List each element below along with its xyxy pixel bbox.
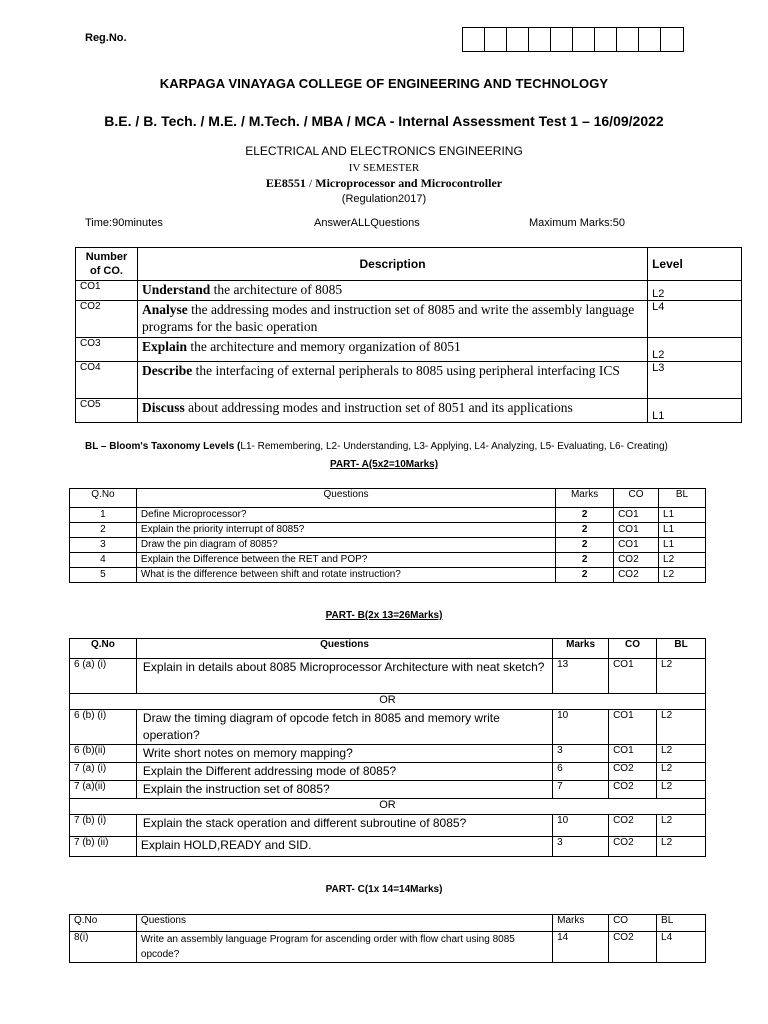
question-bl: L2 (657, 837, 706, 857)
col-header-co-number: Number of CO. (76, 248, 138, 281)
regulation: (Regulation2017) (341, 193, 427, 205)
co-verb: Understand (141, 282, 211, 297)
question-number: 6 (b)(ii) (70, 745, 137, 763)
subject-code: EE8551 (265, 176, 306, 190)
question-bl: L1 (659, 538, 706, 553)
part-b-title: PART- B(2x 13=26Marks) (325, 610, 443, 621)
question-text: Explain the Different addressing mode of 8085? (136, 763, 552, 781)
question-number: 6 (b) (i) (70, 710, 137, 745)
reg-no-box (573, 28, 595, 51)
question-number: 7 (a)(ii) (70, 781, 137, 799)
question-marks: 3 (553, 837, 609, 857)
bl-note-text: L1- Remembering, L2- Understanding, L3- Applying, L4- Analyzing, L5- Evaluating, L6- Creating) (240, 441, 668, 452)
question-co: CO2 (609, 763, 657, 781)
part-b-table (69, 638, 706, 857)
co-number: CO1 (76, 281, 138, 301)
question-bl: L1 (659, 508, 706, 523)
question-number: 1 (70, 508, 137, 523)
table-header-row (70, 639, 706, 659)
course-title: B.E. / B. Tech. / M.E. / M.Tech. / MBA / MCA - Internal Assessment Test 1 – 16/09/2022 (104, 113, 664, 129)
question-co: CO1 (614, 508, 659, 523)
question-text: Draw the pin diagram of 8085? (136, 538, 555, 553)
question-marks: 2 (556, 538, 614, 553)
question-text: Explain HOLD,READY and SID. (136, 837, 552, 857)
col-header-co: CO (609, 639, 657, 659)
question-number: 5 (70, 568, 137, 583)
co-text: the interfacing of external peripherals to 8085 using peripheral interfacing ICS (192, 363, 620, 378)
reg-no-box (639, 28, 661, 51)
question-number: 7 (b) (i) (70, 815, 137, 837)
question-bl: L1 (659, 523, 706, 538)
col-header-marks: Marks (553, 915, 609, 932)
question-marks: 7 (553, 781, 609, 799)
or-separator: OR (70, 694, 706, 710)
question-marks: 2 (556, 523, 614, 538)
co-text: the architecture of 8085 (210, 282, 343, 297)
reg-no-boxes (462, 27, 684, 52)
question-co: CO1 (614, 538, 659, 553)
co-description (137, 301, 647, 338)
question-text: Explain the priority interrupt of 8085? (136, 523, 555, 538)
part-a-table (69, 488, 706, 583)
table-header-row (76, 248, 742, 281)
table-row (76, 399, 742, 423)
col-header-bl: BL (657, 915, 706, 932)
question-bl: L2 (659, 568, 706, 583)
question-co: CO1 (609, 710, 657, 745)
co-level: L2 (648, 281, 742, 301)
table-row (76, 301, 742, 338)
co-verb: Discuss (141, 400, 185, 415)
question-bl: L2 (657, 710, 706, 745)
question-number: 8(i) (70, 932, 137, 963)
bl-note-bold: BL – Bloom's Taxonomy Levels ( (85, 441, 241, 452)
question-co: CO2 (609, 837, 657, 857)
question-text: Draw the timing diagram of opcode fetch in 8085 and memory write operation? (136, 710, 552, 745)
table-row (70, 932, 706, 963)
col-header-bl: BL (659, 489, 706, 508)
question-text: Explain the Difference between the RET and POP? (136, 553, 555, 568)
question-bl: L2 (657, 763, 706, 781)
question-marks: 2 (556, 568, 614, 583)
co-description (137, 281, 647, 301)
table-row (70, 553, 706, 568)
blooms-taxonomy-note (85, 441, 668, 452)
table-row (70, 745, 706, 763)
question-bl: L2 (657, 781, 706, 799)
question-text: Define Microprocessor? (136, 508, 555, 523)
col-header-description: Description (137, 248, 647, 281)
co-level: L3 (648, 362, 742, 399)
question-marks: 13 (553, 659, 609, 694)
table-row (76, 362, 742, 399)
reg-no-label: Reg.No. (85, 32, 127, 44)
co-description (137, 399, 647, 423)
col-header-questions: Questions (136, 639, 552, 659)
part-c-table (69, 914, 706, 963)
table-row (70, 837, 706, 857)
time-allowed: Time:90minutes (85, 217, 163, 229)
part-c-title: PART- C(1x 14=14Marks) (325, 884, 443, 895)
co-number: CO2 (76, 301, 138, 338)
co-description (137, 338, 647, 362)
table-row (70, 815, 706, 837)
question-co: CO2 (614, 553, 659, 568)
col-header-co: CO (614, 489, 659, 508)
table-header-row (70, 489, 706, 508)
subject (0, 176, 768, 191)
question-number: 6 (a) (i) (70, 659, 137, 694)
question-co: CO2 (609, 815, 657, 837)
reg-no-box (661, 28, 683, 51)
table-row (76, 338, 742, 362)
co-level: L4 (648, 301, 742, 338)
question-marks: 2 (556, 553, 614, 568)
table-row (70, 568, 706, 583)
col-header-marks: Marks (556, 489, 614, 508)
reg-no-box (507, 28, 529, 51)
table-row (70, 781, 706, 799)
col-header-qno: Q.No (70, 489, 137, 508)
question-marks: 3 (553, 745, 609, 763)
department: ELECTRICAL AND ELECTRONICS ENGINEERING (245, 144, 523, 158)
col-header-questions: Questions (136, 915, 552, 932)
col-header-questions: Questions (136, 489, 555, 508)
course-outcomes-table (75, 247, 742, 423)
table-row (70, 659, 706, 694)
part-a-title: PART- A(5x2=10Marks) (329, 459, 439, 470)
co-level: L2 (648, 338, 742, 362)
co-description (137, 362, 647, 399)
question-number: 7 (a) (i) (70, 763, 137, 781)
question-marks: 6 (553, 763, 609, 781)
instructions: AnswerALLQuestions (314, 217, 420, 229)
col-header-marks: Marks (553, 639, 609, 659)
reg-no-box (595, 28, 617, 51)
question-co: CO2 (609, 781, 657, 799)
question-bl: L4 (657, 932, 706, 963)
question-text: Write an assembly language Program for ascending order with flow chart using 8085 opcode? (136, 932, 552, 963)
co-number: CO4 (76, 362, 138, 399)
co-level: L1 (648, 399, 742, 423)
table-row (70, 538, 706, 553)
table-row (70, 523, 706, 538)
question-co: CO2 (614, 568, 659, 583)
question-co: CO1 (614, 523, 659, 538)
question-number: 4 (70, 553, 137, 568)
question-text: Write short notes on memory mapping? (136, 745, 552, 763)
question-bl: L2 (657, 659, 706, 694)
co-number: CO5 (76, 399, 138, 423)
col-header-qno: Q.No (70, 639, 137, 659)
question-number: 2 (70, 523, 137, 538)
question-bl: L2 (657, 815, 706, 837)
question-bl: L2 (657, 745, 706, 763)
col-header-level: Level (648, 248, 742, 281)
reg-no-box (529, 28, 551, 51)
question-number: 7 (b) (ii) (70, 837, 137, 857)
table-header-row (70, 915, 706, 932)
reg-no-box (463, 28, 485, 51)
co-text: the addressing modes and instruction set of 8085 and write the assembly language programs for the basic operation (141, 302, 635, 334)
subject-name: Microprocessor and Microcontroller (315, 176, 503, 190)
question-marks: 10 (553, 710, 609, 745)
col-header-bl: BL (657, 639, 706, 659)
question-number: 3 (70, 538, 137, 553)
question-text: Explain in details about 8085 Microprocessor Architecture with neat sketch? (136, 659, 552, 694)
reg-no-box (551, 28, 573, 51)
co-text: the architecture and memory organization of 8051 (187, 339, 461, 354)
question-text: Explain the stack operation and different subroutine of 8085? (136, 815, 552, 837)
question-marks: 2 (556, 508, 614, 523)
or-row (70, 799, 706, 815)
co-number: CO3 (76, 338, 138, 362)
question-text: What is the difference between shift and rotate instruction? (136, 568, 555, 583)
reg-no-box (485, 28, 507, 51)
co-verb: Analyse (141, 302, 188, 317)
col-header-qno: Q.No (70, 915, 137, 932)
co-verb: Describe (141, 363, 193, 378)
semester: IV SEMESTER (348, 162, 420, 174)
table-row (70, 710, 706, 745)
question-co: CO2 (609, 932, 657, 963)
co-verb: Explain (141, 339, 187, 354)
question-bl: L2 (659, 553, 706, 568)
table-row (70, 763, 706, 781)
subject-separator: / (305, 176, 316, 190)
or-row (70, 694, 706, 710)
question-marks: 14 (553, 932, 609, 963)
reg-no-box (617, 28, 639, 51)
or-separator: OR (70, 799, 706, 815)
co-text: about addressing modes and instruction set of 8051 and its applications (184, 400, 573, 415)
question-marks: 10 (553, 815, 609, 837)
table-row (70, 508, 706, 523)
college-name: KARPAGA VINAYAGA COLLEGE OF ENGINEERING AND TECHNOLOGY (159, 76, 609, 91)
question-text: Explain the instruction set of 8085? (136, 781, 552, 799)
col-header-co: CO (609, 915, 657, 932)
question-co: CO1 (609, 659, 657, 694)
maximum-marks: Maximum Marks:50 (529, 217, 625, 229)
question-co: CO1 (609, 745, 657, 763)
table-row (76, 281, 742, 301)
